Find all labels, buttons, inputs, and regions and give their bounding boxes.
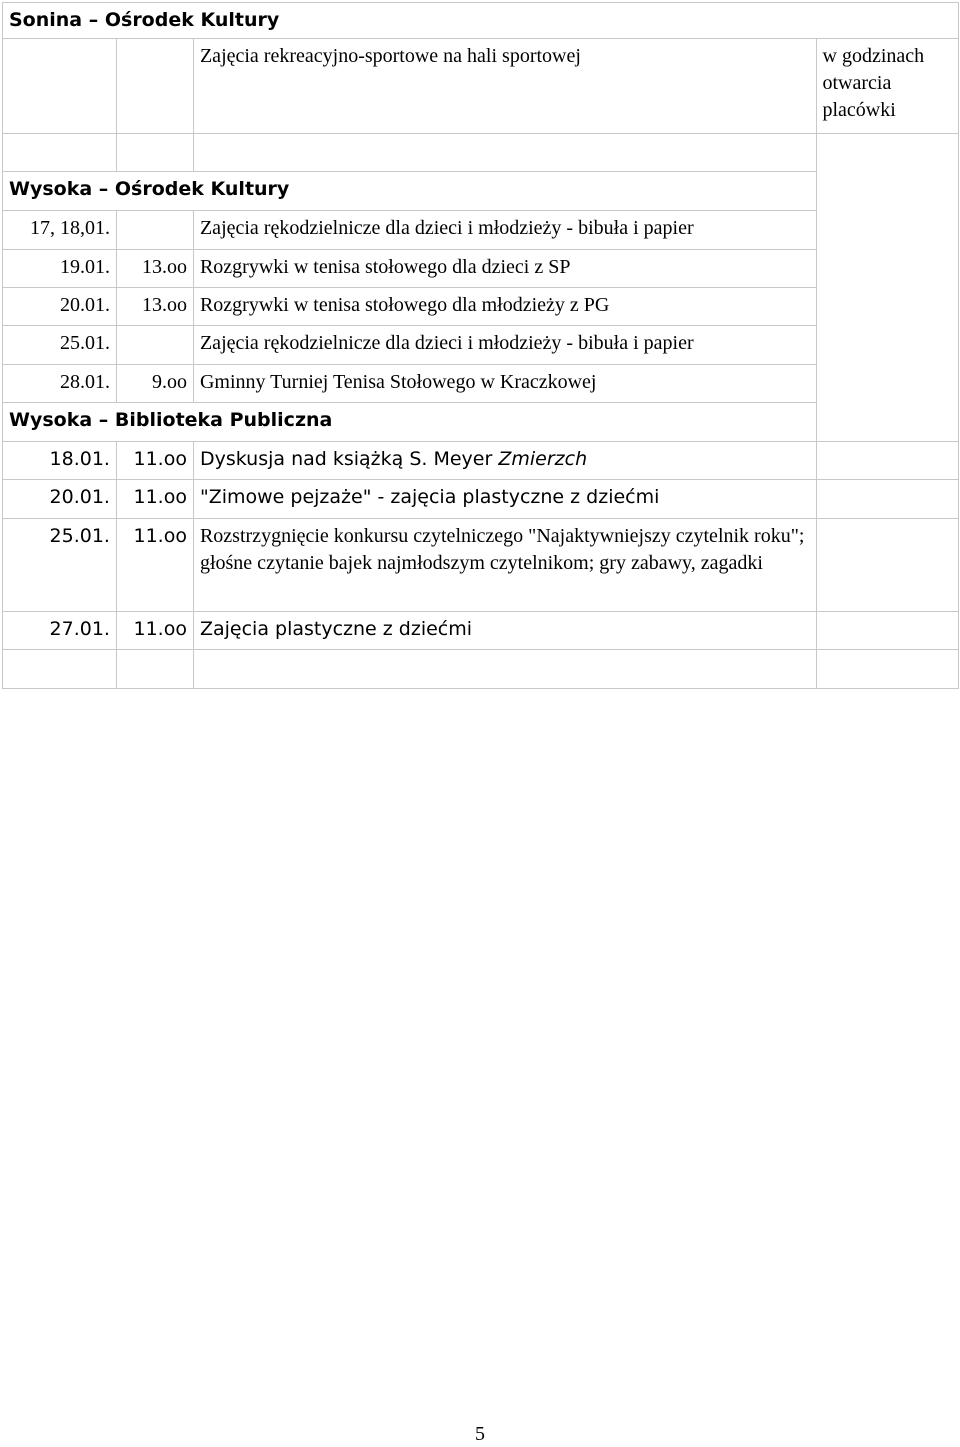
event-time: 13.oo (116, 250, 193, 288)
event-date: 27.01. (3, 612, 117, 650)
event-time: 11.oo (116, 519, 193, 612)
event-date: 17, 18,01. (3, 211, 117, 250)
page-number: 5 (475, 1423, 485, 1445)
event-date: 28.01. (3, 365, 117, 403)
date-cell (3, 134, 117, 172)
book-title: Zmierzch (498, 448, 588, 470)
table-row (3, 211, 959, 250)
table-row (3, 442, 959, 480)
table-row (3, 365, 959, 403)
time-cell (116, 134, 193, 172)
table-row (3, 288, 959, 326)
event-description: Zajęcia rękodzielnicze dla dzieci i młodzieży - bibuła i papier (193, 211, 816, 250)
section-header-sonina (3, 3, 959, 39)
event-description (193, 650, 816, 689)
notes-cell (816, 519, 959, 612)
event-time: 11.oo (116, 442, 193, 480)
event-description (193, 134, 816, 172)
section-title: Wysoka – Ośrodek Kultury (3, 172, 817, 211)
event-date: 20.01. (3, 288, 117, 326)
event-description: Rozgrywki w tenisa stołowego dla dzieci z SP (193, 250, 816, 288)
event-description (193, 442, 816, 480)
description-text: Dyskusja nad książką S. Meyer (199, 448, 493, 470)
table-row (3, 519, 959, 612)
opening-hours-note: w godzinach otwarcia placówki (816, 39, 959, 134)
section-title: Sonina – Ośrodek Kultury (3, 3, 959, 39)
event-date: 25.01. (3, 519, 117, 612)
event-time (116, 326, 193, 365)
notes-cell (816, 480, 959, 519)
event-date: 20.01. (3, 480, 117, 519)
event-time: 13.oo (116, 288, 193, 326)
event-time (116, 211, 193, 250)
event-description: Gminny Turniej Tenisa Stołowego w Kraczkowej (193, 365, 816, 403)
event-date: 25.01. (3, 326, 117, 365)
table-row (3, 480, 959, 519)
table-row (3, 39, 959, 134)
notes-cell (816, 612, 959, 650)
notes-cell (816, 134, 959, 442)
section-header-wysoka-bp (3, 403, 959, 442)
event-description: Zajęcia rekreacyjno-sportowe na hali sportowej (193, 39, 816, 134)
event-description: Zajęcia rękodzielnicze dla dzieci i młodzieży - bibuła i papier (193, 326, 816, 365)
date-cell (3, 650, 117, 689)
time-cell (116, 650, 193, 689)
table-row (3, 650, 959, 689)
date-cell (3, 39, 117, 134)
time-cell (116, 39, 193, 134)
event-description: Rozstrzygnięcie konkursu czytelniczego "Najaktywniejszy czytelnik roku"; głośne czytanie bajek najmłodszym czytelnikom; gry zabawy, zagadki (193, 519, 816, 612)
event-time: 9.oo (116, 365, 193, 403)
schedule-table (2, 2, 959, 689)
event-description: Zajęcia plastyczne z dziećmi (193, 612, 816, 650)
event-date: 18.01. (3, 442, 117, 480)
table-row (3, 326, 959, 365)
event-date: 19.01. (3, 250, 117, 288)
section-title: Wysoka – Biblioteka Publiczna (3, 403, 817, 442)
event-description: "Zimowe pejzaże" - zajęcia plastyczne z dziećmi (193, 480, 816, 519)
notes-cell (816, 650, 959, 689)
event-time: 11.oo (116, 480, 193, 519)
notes-cell (816, 442, 959, 480)
event-description: Rozgrywki w tenisa stołowego dla młodzieży z PG (193, 288, 816, 326)
table-row (3, 134, 959, 172)
table-row (3, 612, 959, 650)
event-time: 11.oo (116, 612, 193, 650)
section-header-wysoka-ok (3, 172, 959, 211)
table-row (3, 250, 959, 288)
